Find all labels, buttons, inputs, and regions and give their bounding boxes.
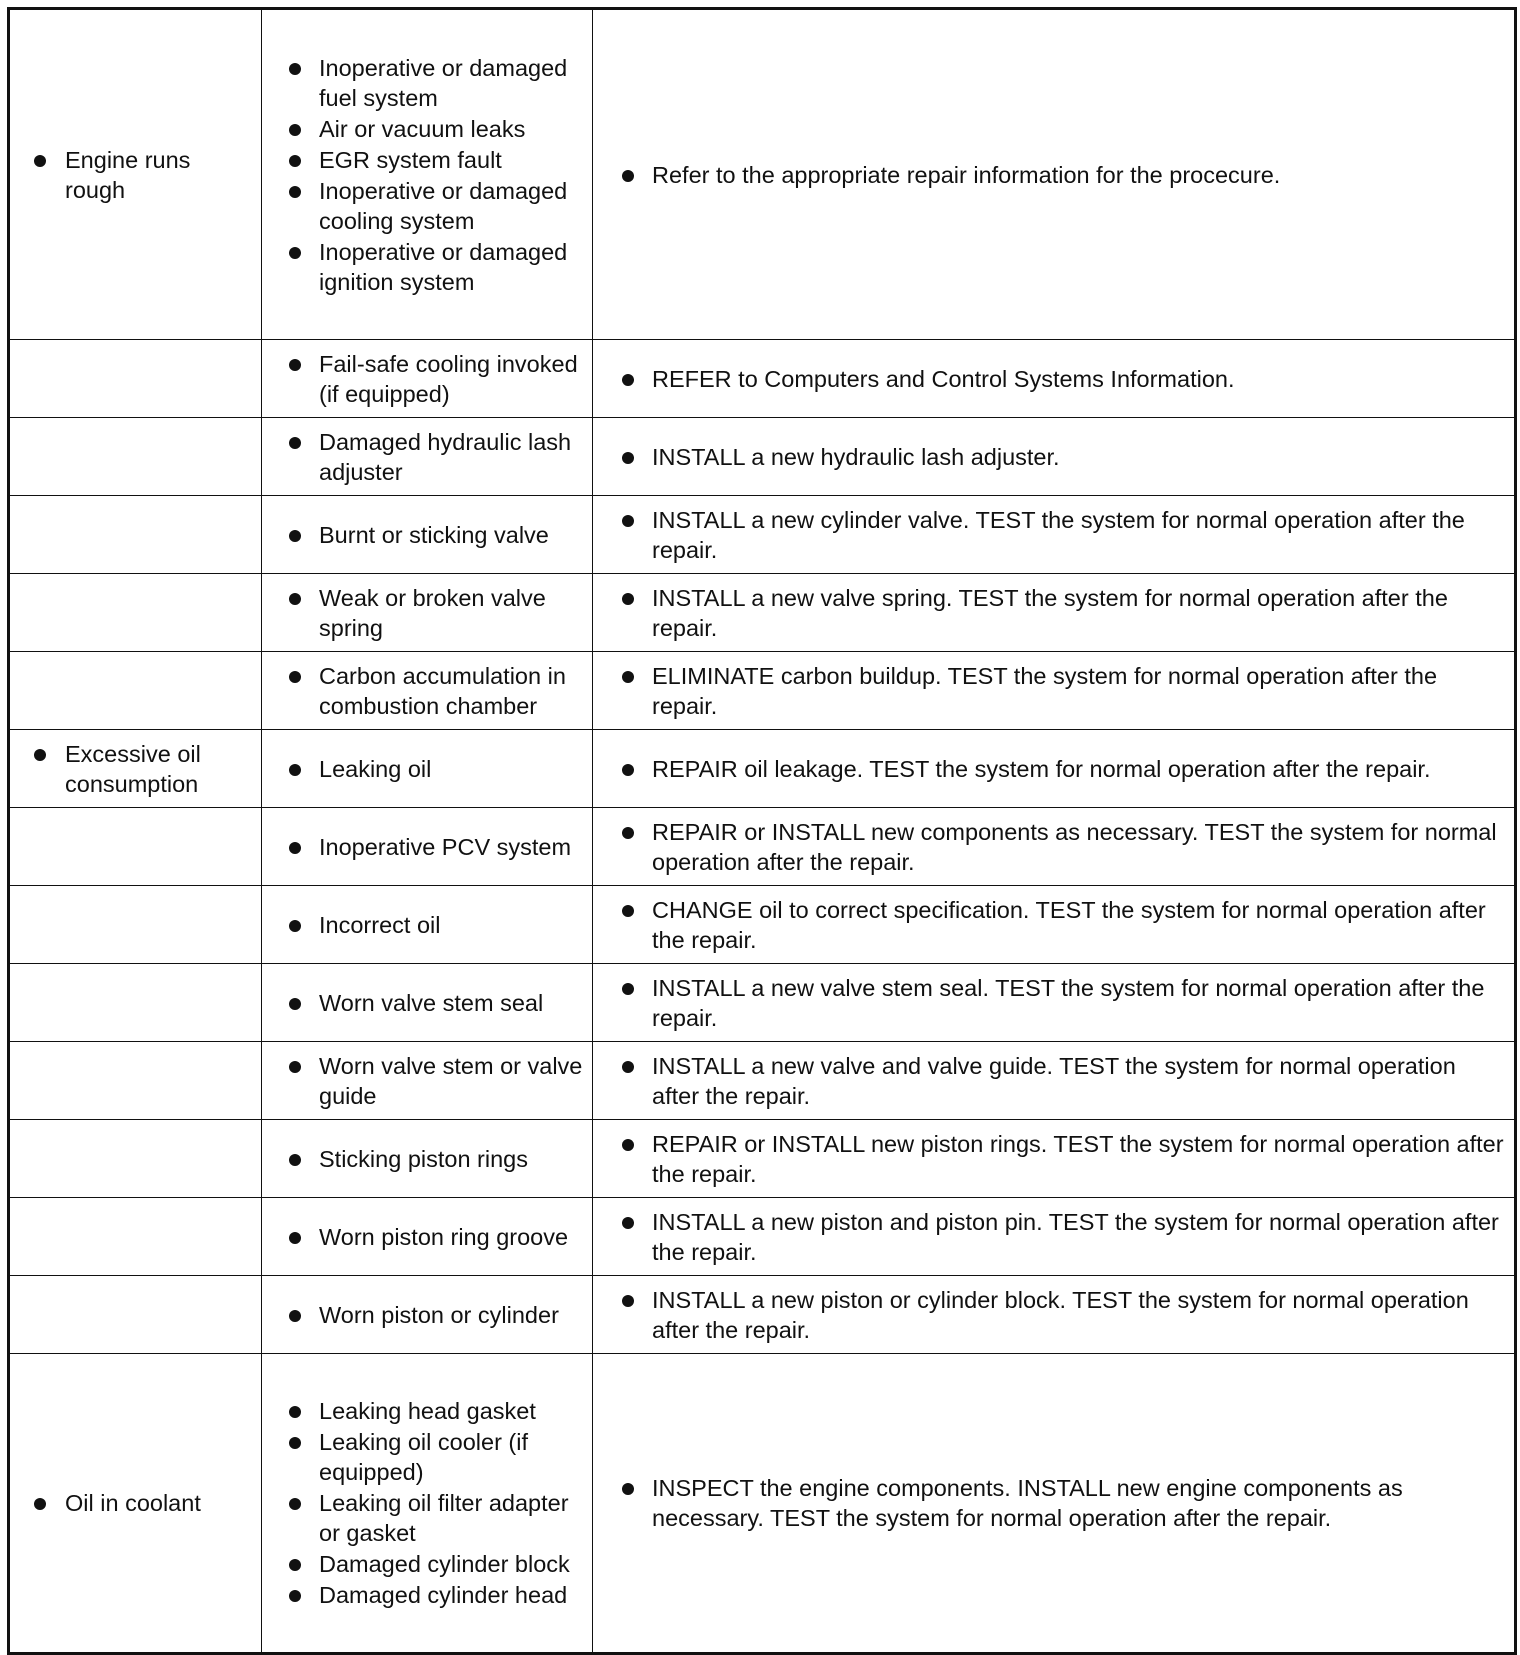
action-cell: [593, 808, 1516, 886]
condition-item: Oil in coolant: [10, 1488, 261, 1518]
cause-item: Leaking oil: [262, 754, 592, 784]
table-row: [9, 886, 1516, 964]
cause-item: Leaking head gasket: [262, 1396, 592, 1426]
table-row: [9, 1042, 1516, 1120]
condition-cell: [9, 730, 262, 808]
cause-item: EGR system fault: [262, 145, 592, 175]
table-row: [9, 496, 1516, 574]
condition-cell: [9, 1198, 262, 1276]
cause-cell: [262, 1042, 593, 1120]
table-row: [9, 964, 1516, 1042]
cause-item: Inoperative PCV system: [262, 832, 592, 862]
action-item: CHANGE oil to correct specification. TEST the system for normal operation after the repair.: [593, 895, 1514, 955]
action-item: REPAIR oil leakage. TEST the system for normal operation after the repair.: [593, 754, 1514, 784]
action-cell: [593, 964, 1516, 1042]
condition-cell: [9, 340, 262, 418]
action-item: REPAIR or INSTALL new components as necessary. TEST the system for normal operation after the repair.: [593, 817, 1514, 877]
condition-cell: [9, 808, 262, 886]
cause-item: Inoperative or damaged ignition system: [262, 237, 592, 297]
cause-item: Worn piston or cylinder: [262, 1300, 592, 1330]
condition-cell: [9, 574, 262, 652]
condition-cell: [9, 1042, 262, 1120]
action-cell: [593, 340, 1516, 418]
cause-cell: [262, 574, 593, 652]
condition-cell: [9, 1354, 262, 1654]
action-item: Refer to the appropriate repair information for the procecure.: [593, 160, 1514, 190]
condition-cell: [9, 652, 262, 730]
cause-item: Damaged cylinder head: [262, 1580, 592, 1610]
table-row: [9, 340, 1516, 418]
condition-cell: [9, 1120, 262, 1198]
action-item: INSTALL a new valve and valve guide. TEST the system for normal operation after the repair.: [593, 1051, 1514, 1111]
action-cell: [593, 1120, 1516, 1198]
action-item: INSTALL a new valve stem seal. TEST the system for normal operation after the repair.: [593, 973, 1514, 1033]
cause-cell: [262, 964, 593, 1042]
cause-cell: [262, 808, 593, 886]
cause-item: Leaking oil cooler (if equipped): [262, 1427, 592, 1487]
table-row: [9, 418, 1516, 496]
action-item: REFER to Computers and Control Systems Information.: [593, 364, 1514, 394]
table-row: [9, 1276, 1516, 1354]
cause-cell: [262, 1354, 593, 1654]
action-item: INSTALL a new valve spring. TEST the system for normal operation after the repair.: [593, 583, 1514, 643]
action-cell: [593, 1042, 1516, 1120]
table-row: [9, 1354, 1516, 1654]
cause-item: Incorrect oil: [262, 910, 592, 940]
action-cell: [593, 496, 1516, 574]
cause-cell: [262, 886, 593, 964]
action-item: INSTALL a new cylinder valve. TEST the system for normal operation after the repair.: [593, 505, 1514, 565]
action-item: INSTALL a new hydraulic lash adjuster.: [593, 442, 1514, 472]
action-item: REPAIR or INSTALL new piston rings. TEST the system for normal operation after the repair.: [593, 1129, 1514, 1189]
action-cell: [593, 1276, 1516, 1354]
action-cell: [593, 1198, 1516, 1276]
action-item: INSTALL a new piston or cylinder block. TEST the system for normal operation after the repair.: [593, 1285, 1514, 1345]
table-row: [9, 1198, 1516, 1276]
action-cell: [593, 886, 1516, 964]
table-row: [9, 1120, 1516, 1198]
cause-item: Inoperative or damaged fuel system: [262, 53, 592, 113]
action-cell: [593, 652, 1516, 730]
cause-item: Sticking piston rings: [262, 1144, 592, 1174]
cause-item: Damaged cylinder block: [262, 1549, 592, 1579]
cause-item: Fail-safe cooling invoked (if equipped): [262, 349, 592, 409]
cause-item: Weak or broken valve spring: [262, 583, 592, 643]
condition-cell: [9, 886, 262, 964]
action-item: ELIMINATE carbon buildup. TEST the system for normal operation after the repair.: [593, 661, 1514, 721]
cause-item: Air or vacuum leaks: [262, 114, 592, 144]
cause-cell: [262, 1120, 593, 1198]
cause-item: Inoperative or damaged cooling system: [262, 176, 592, 236]
table-row: [9, 652, 1516, 730]
cause-cell: [262, 340, 593, 418]
condition-cell: [9, 1276, 262, 1354]
cause-item: Carbon accumulation in combustion chamber: [262, 661, 592, 721]
condition-item: Engine runs rough: [10, 145, 261, 205]
cause-cell: [262, 1276, 593, 1354]
condition-item: Excessive oil consumption: [10, 739, 261, 799]
cause-cell: [262, 652, 593, 730]
action-cell: [593, 730, 1516, 808]
cause-item: Leaking oil filter adapter or gasket: [262, 1488, 592, 1548]
condition-cell: [9, 496, 262, 574]
table-row: [9, 808, 1516, 886]
cause-item: Worn piston ring groove: [262, 1222, 592, 1252]
action-item: INSPECT the engine components. INSTALL new engine components as necessary. TEST the system for normal operation after the repair.: [593, 1473, 1514, 1533]
cause-item: Burnt or sticking valve: [262, 520, 592, 550]
cause-cell: [262, 730, 593, 808]
table-row: [9, 730, 1516, 808]
table-row: [9, 574, 1516, 652]
action-item: INSTALL a new piston and piston pin. TEST the system for normal operation after the repair.: [593, 1207, 1514, 1267]
condition-cell: [9, 964, 262, 1042]
action-cell: [593, 418, 1516, 496]
cause-cell: [262, 496, 593, 574]
table-row: [9, 9, 1516, 340]
condition-cell: [9, 9, 262, 340]
condition-cell: [9, 418, 262, 496]
cause-cell: [262, 1198, 593, 1276]
action-cell: [593, 1354, 1516, 1654]
action-cell: [593, 9, 1516, 340]
cause-item: Worn valve stem or valve guide: [262, 1051, 592, 1111]
cause-item: Worn valve stem seal: [262, 988, 592, 1018]
diagnosis-table-body: [9, 9, 1516, 1654]
diagnosis-table: [7, 7, 1517, 1655]
cause-cell: [262, 418, 593, 496]
cause-cell: [262, 9, 593, 340]
cause-item: Damaged hydraulic lash adjuster: [262, 427, 592, 487]
action-cell: [593, 574, 1516, 652]
